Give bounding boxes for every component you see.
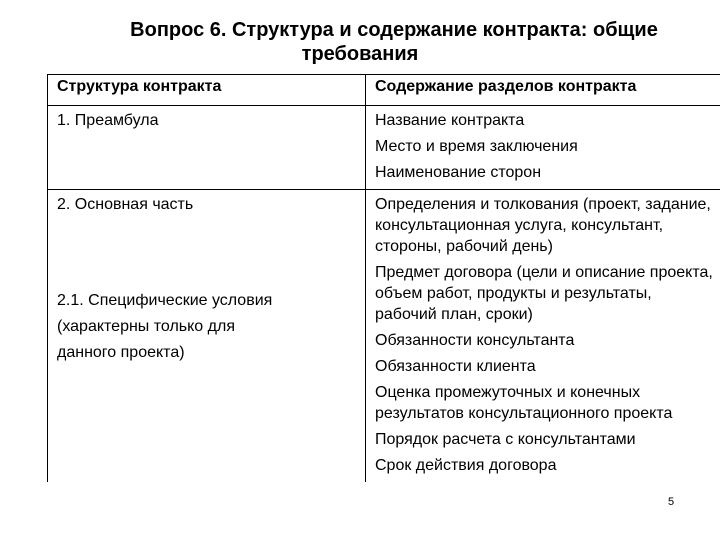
row1-right — [366, 106, 720, 190]
list-item: Срок действия договора — [375, 457, 557, 474]
title-line-2: требования — [301, 43, 419, 65]
list-item: Наименование сторон — [375, 164, 542, 181]
table-row — [48, 190, 720, 483]
list-item: Определения и толкования (проект, задание, консультационная услуга, консультант, стороны, рабочий день) — [375, 196, 711, 255]
list-item: Название контракта — [375, 112, 525, 129]
list-item: Оценка промежуточных и конечных результатов консультационного проекта — [375, 384, 673, 422]
list-item: Предмет договора (цели и описание проекта, объем работ, продукты и результаты, рабочий план, сроки) — [375, 264, 713, 323]
page-number: 5 — [668, 496, 675, 508]
contract-structure-table — [47, 74, 720, 482]
row2-left — [48, 190, 366, 483]
header-structure: Структура контракта — [48, 75, 366, 106]
preamble-label: 1. Преамбула — [57, 112, 159, 129]
main-part-label: 2. Основная часть — [57, 196, 194, 213]
list-item: Место и время заключения — [375, 138, 578, 155]
list-item: Обязанности клиента — [375, 358, 536, 375]
row2-right — [366, 190, 720, 483]
table-header-row — [48, 75, 720, 106]
slide-title — [100, 18, 700, 66]
list-item: Порядок расчета с консультантами — [375, 431, 636, 448]
table-row — [48, 106, 720, 190]
list-item: Обязанности консультанта — [375, 332, 575, 349]
specific-conditions-line: (характерны только для — [57, 318, 235, 335]
header-content: Содержание разделов контракта — [366, 75, 720, 106]
title-line-1: Вопрос 6. Структура и содержание контракта: общие — [130, 19, 658, 41]
specific-conditions-line: 2.1. Специфические условия — [57, 292, 273, 309]
specific-conditions-line: данного проекта) — [57, 344, 185, 361]
row1-left — [48, 106, 366, 190]
